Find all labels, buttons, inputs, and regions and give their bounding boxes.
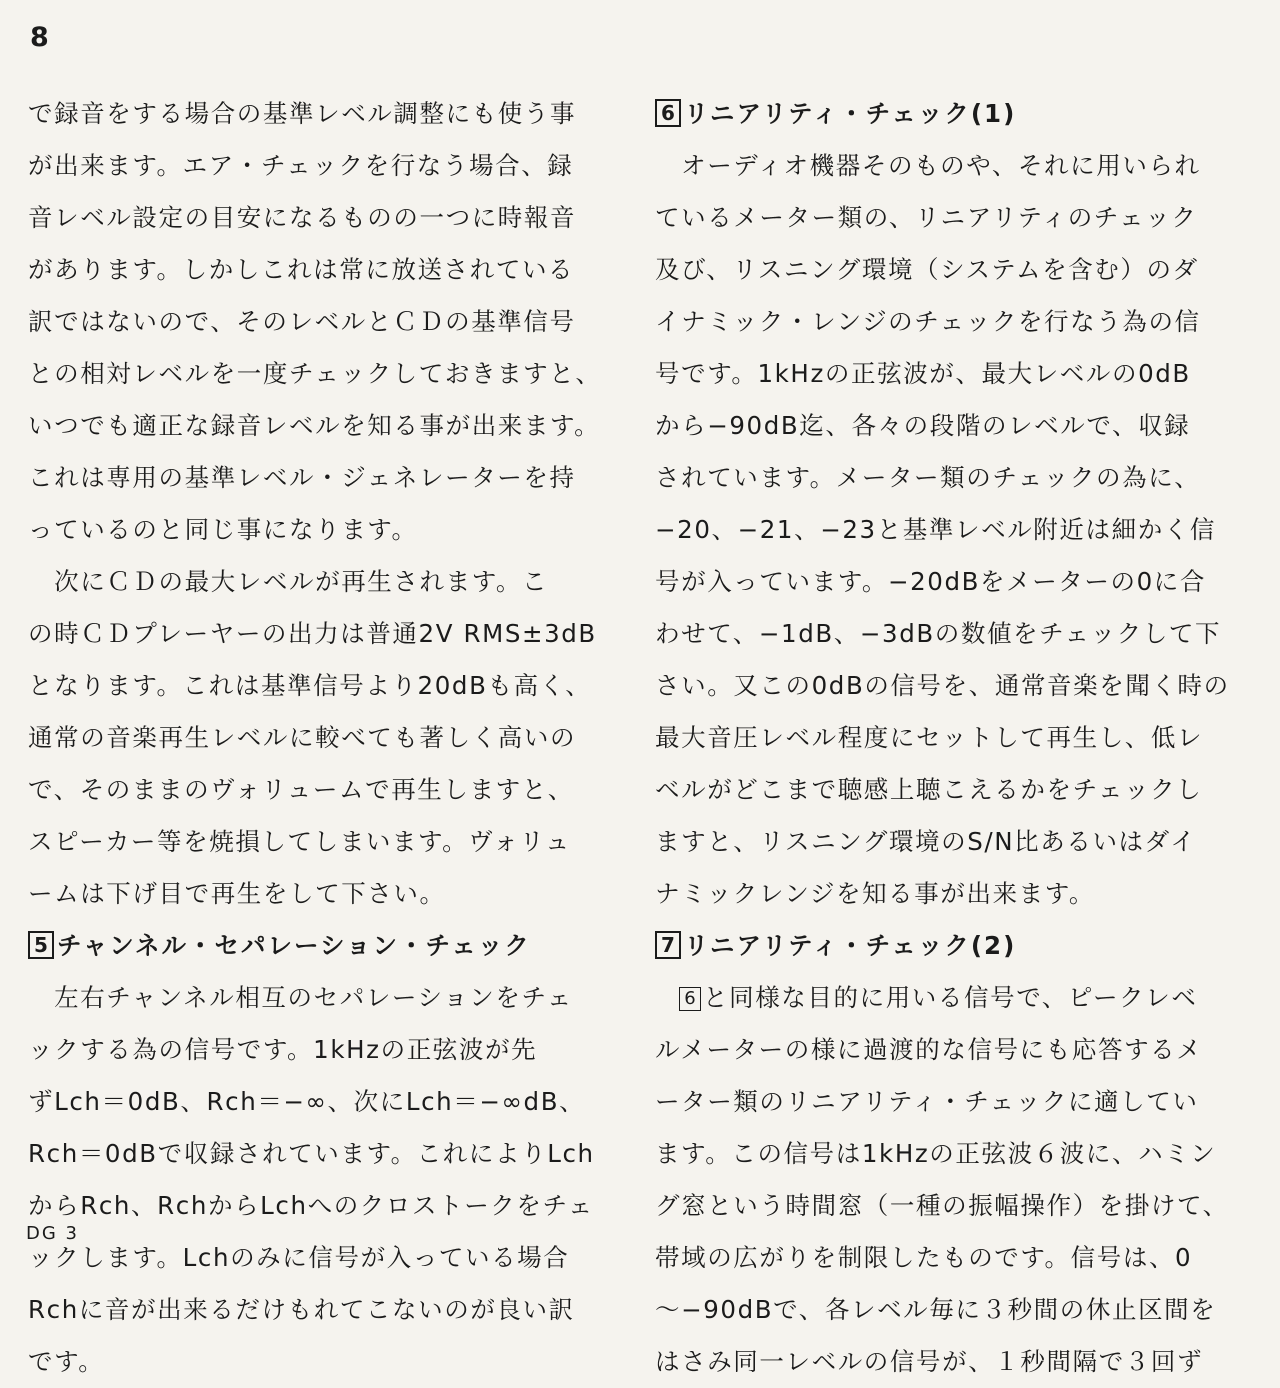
body-text-line: となります。これは基準信号より20dBも高く、 [28,671,592,700]
intro-paragraphs [28,88,614,920]
body-text-line: Rchに音が出来るだけもれてこないのが良い訳 [28,1295,575,1324]
body-text-line: さい。又この0dBの信号を、通常音楽を聞く時の [655,671,1230,700]
section-title: チャンネル・セパレーション・チェック [57,931,531,960]
right-column [655,88,1247,1388]
left-column [28,88,614,1388]
body-text-line: ます。この信号は1kHzの正弦波６波に、ハミン [655,1139,1217,1168]
body-text-line: 号が入っています。−20dBをメーターの0に合 [655,567,1206,596]
body-text-line: ックする為の信号です。1kHzの正弦波が先 [28,1035,538,1064]
body-text-line: 〜−90dBで、各レベル毎に３秒間の休止区間を [655,1295,1217,1324]
body-text-line: ナミックレンジを知る事が出来ます。 [655,879,1096,908]
section-5-body [28,972,614,1388]
body-text-line: これは専用の基準レベル・ジェネレーターを持 [28,463,576,492]
section-title: リニアリティ・チェック(2) [684,931,1017,960]
body-text-line: オーディオ機器そのものや、それに用いられ [655,151,1201,180]
body-text-line: との相対レベルを一度チェックしておきますと、 [28,359,602,388]
footer-code: DG 3 [26,1223,79,1244]
body-text-line: −20、−21、−23と基準レベル附近は細かく信 [655,515,1217,544]
body-text-line: で、そのままのヴォリュームで再生しますと、 [28,775,574,804]
body-text: と同様な目的に用いる信号で、ピークレベ [703,983,1198,1012]
section-6-body [655,140,1247,920]
body-text-line: です。 [28,1347,105,1376]
section-6-heading [655,88,1247,140]
body-text-line: わせて、−1dB、−3dBの数値をチェックして下 [655,619,1222,648]
body-text-line: があります。しかしこれは常に放送されている [28,255,575,284]
body-text-line: ずLch＝0dB、Rch＝−∞、次にLch＝−∞dB、 [28,1087,586,1116]
section-5-heading [28,920,614,972]
section-reference-box: 6 [679,987,701,1011]
body-text-line: ベルがどこまで聴感上聴こえるかをチェックし [655,775,1203,804]
body-text-line: ますと、リスニング環境のS/N比あるいはダイ [655,827,1197,856]
page-number: 8 [30,22,50,53]
section-number-box: 5 [28,931,54,959]
body-text-line: からRch、RchからLchへのクロストークをチェ [28,1191,594,1220]
body-text-line: ックします。Lchのみに信号が入っている場合 [28,1243,570,1272]
section-title: リニアリティ・チェック(1) [684,99,1017,128]
body-text-line: 左右チャンネル相互のセパレーションをチェ [28,983,573,1012]
section-7-heading [655,920,1247,972]
body-text-line: Rch＝0dBで収録されています。これによりLch [28,1139,595,1168]
body-text-line: が出来ます。エア・チェックを行なう場合、録 [28,151,574,180]
body-text-line [655,972,1247,1024]
body-text-line: 帯域の広がりを制限したものです。信号は、0 [655,1243,1193,1272]
body-text-line: の時ＣＤプレーヤーの出力は普通2V RMS±3dB [28,619,597,648]
body-text-line: 及び、リスニング環境（システムを含む）のダ [655,255,1199,284]
body-text-line: されています。メーター類のチェックの為に、 [655,463,1201,492]
body-text-line: 音レベル設定の目安になるものの一つに時報音 [28,203,577,232]
section-number-box: 6 [655,99,681,127]
body-text-line: 最大音圧レベル程度にセットして再生し、低レ [655,723,1204,752]
section-7-body [655,1024,1247,1388]
body-text-line: ームは下げ目で再生をして下さい。 [28,879,446,908]
body-text-line: ーター類のリニアリティ・チェックに適してい [655,1087,1199,1116]
body-text-line: 訳ではないので、そのレベルとＣＤの基準信号 [28,307,576,336]
body-text-line: 通常の音楽再生レベルに較べても著しく高いの [28,723,577,752]
body-text-line: スピーカー等を焼損してしまいます。ヴォリュ [28,827,571,856]
body-text-line: 号です。1kHzの正弦波が、最大レベルの0dB [655,359,1191,388]
section-number-box: 7 [655,931,681,959]
body-text-line: から−90dB迄、各々の段階のレベルで、収録 [655,411,1191,440]
body-text-line: っているのと同じ事になります。 [28,515,418,544]
body-text-line: 次にＣＤの最大レベルが再生されます。こ [28,567,549,596]
body-text-line: イナミック・レンジのチェックを行なう為の信 [655,307,1201,336]
body-text-line: はさみ同一レベルの信号が、１秒間隔で３回ず [655,1347,1204,1376]
body-text-line: ているメーター類の、リニアリティのチェック [655,203,1198,232]
body-text-line: いつでも適正な録音レベルを知る事が出来ます。 [28,411,601,440]
body-text-line: グ窓という時間窓（一種の振幅操作）を掛けて、 [655,1191,1229,1220]
body-text-line: ルメーターの様に過渡的な信号にも応答するメ [655,1035,1203,1064]
body-text-line: で録音をする場合の基準レベル調整にも使う事 [28,99,577,128]
